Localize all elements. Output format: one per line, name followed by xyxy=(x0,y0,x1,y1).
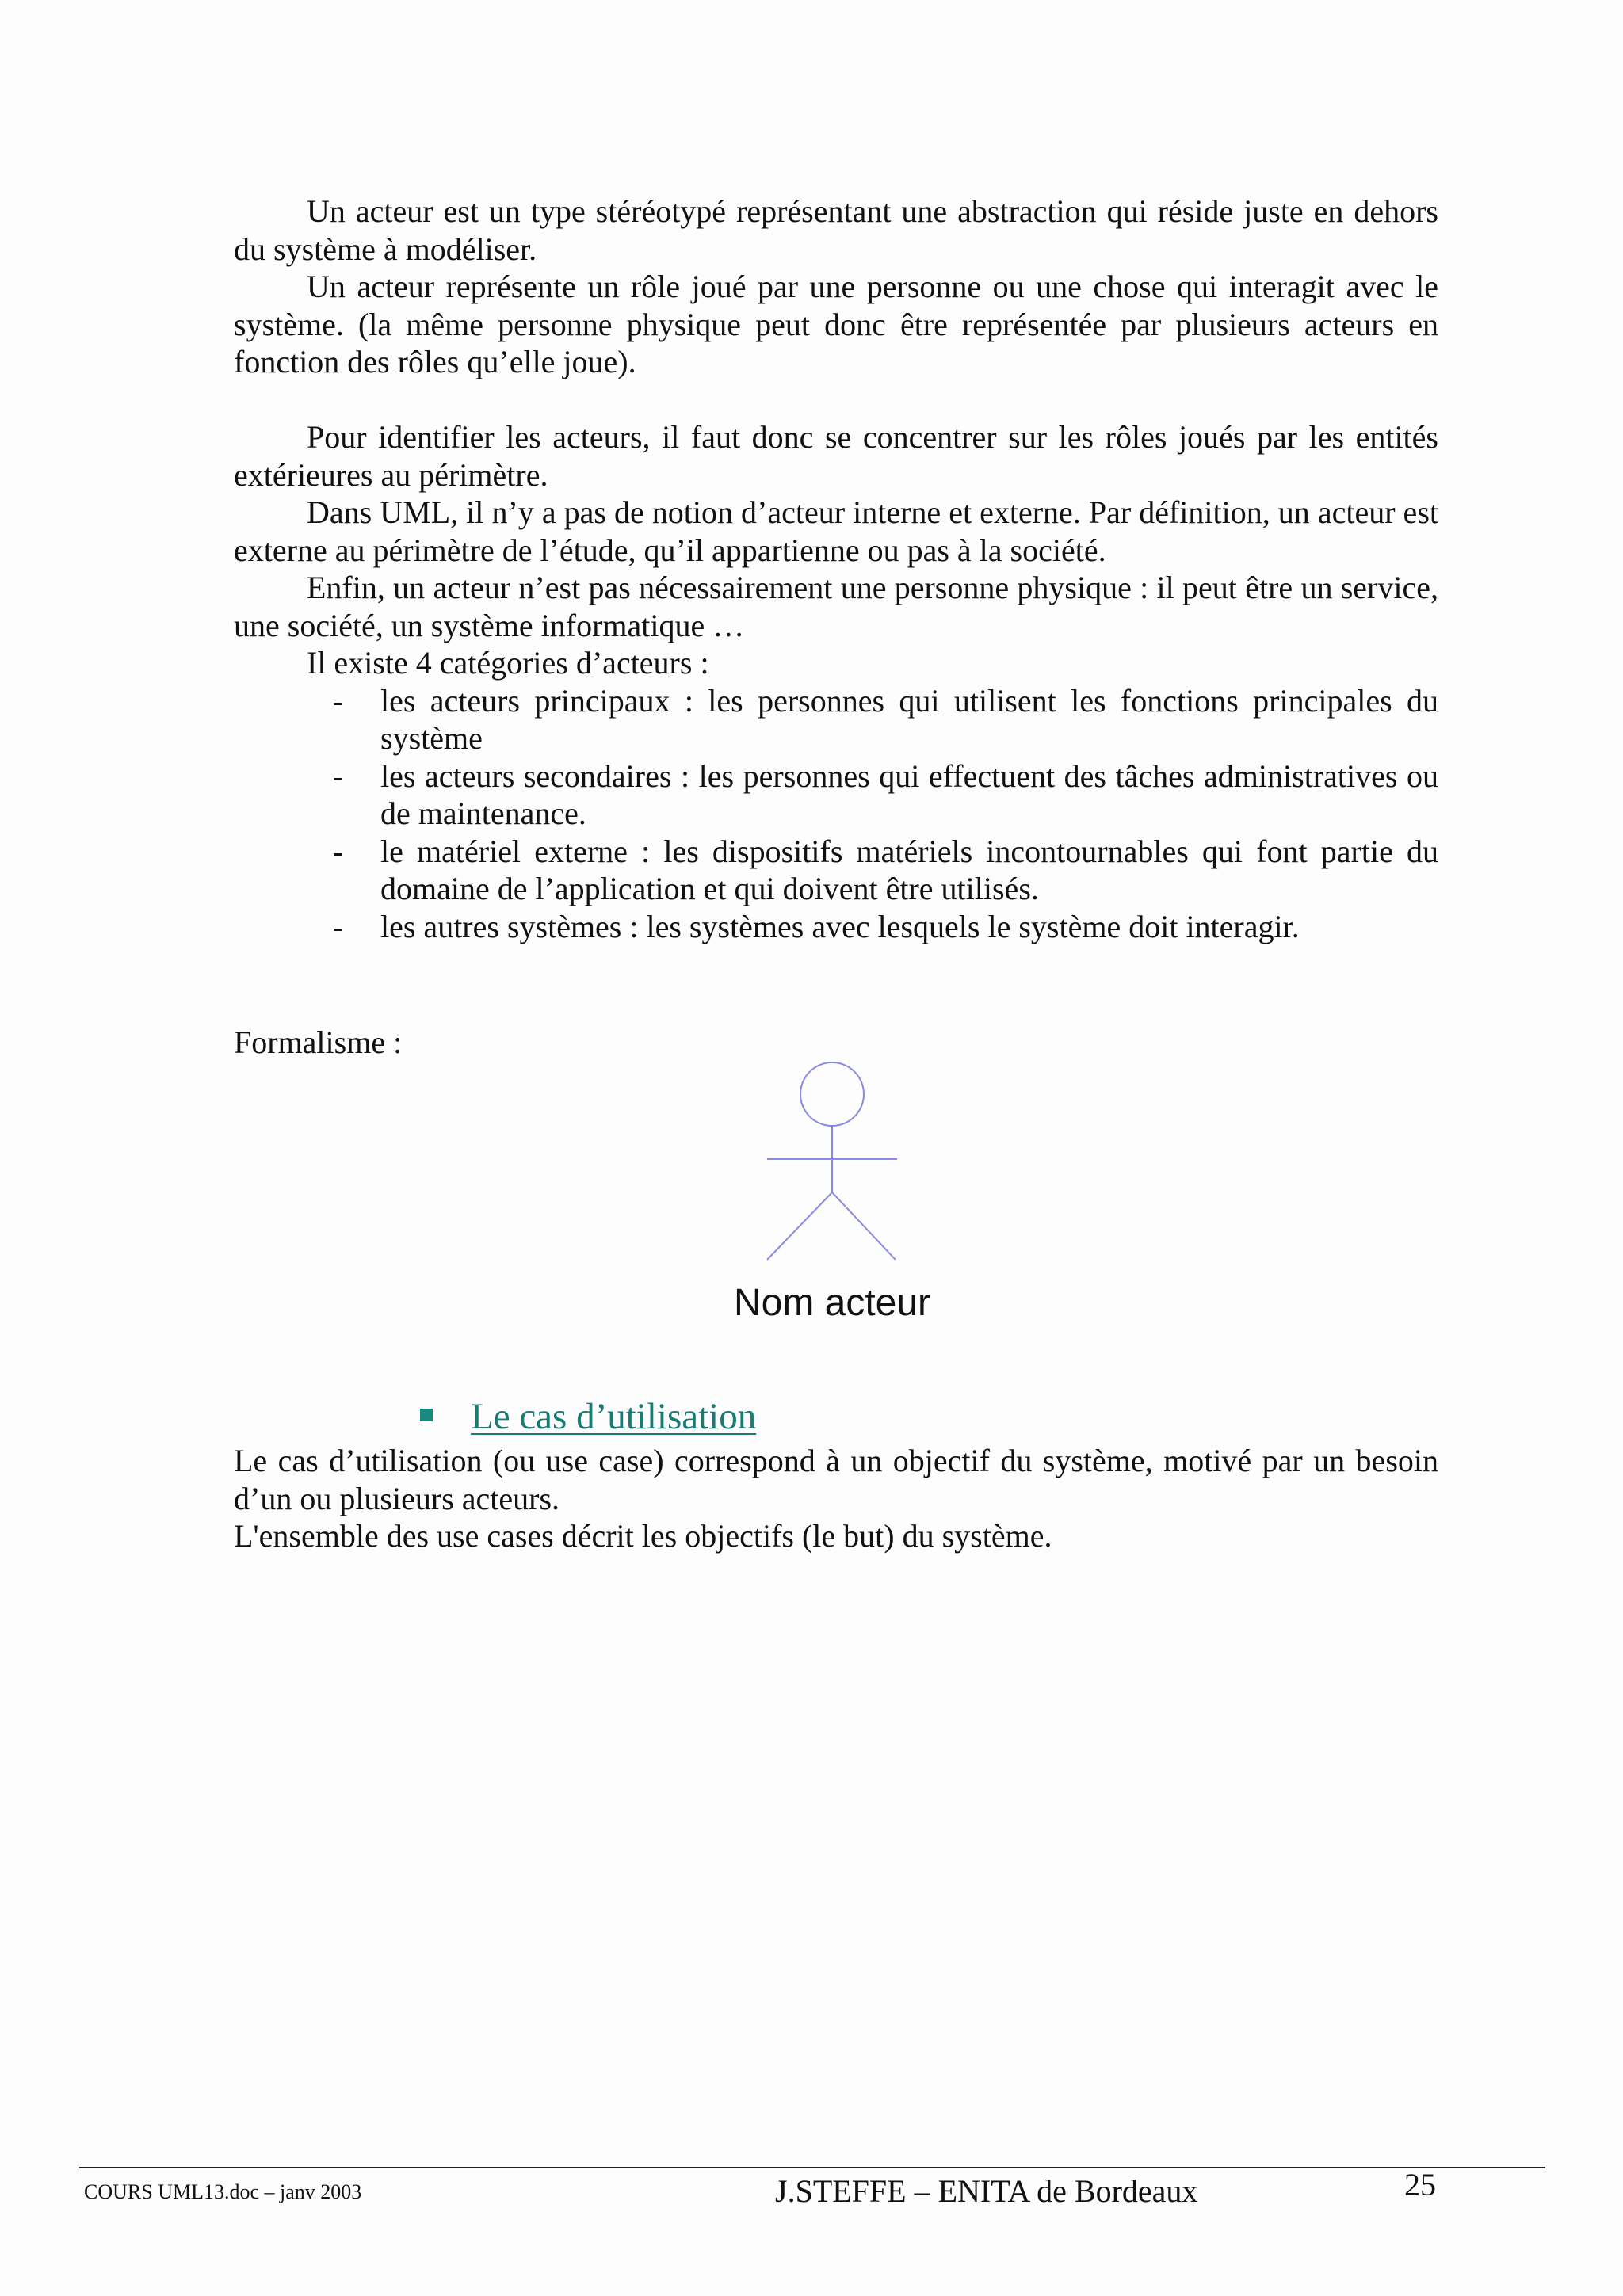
list-dash: - xyxy=(333,833,344,869)
actor-stick-figure-icon xyxy=(761,1058,903,1264)
list-dash: - xyxy=(333,757,344,794)
page-number: 25 xyxy=(1404,2167,1436,2203)
list-item: - les acteurs principaux : les personnes qui utilisent les fonctions principales du système xyxy=(333,682,1438,756)
section-heading-use-case: Le cas d’utilisation xyxy=(471,1396,757,1437)
formalisme-label: Formalisme : xyxy=(234,1024,403,1060)
list-item: - le matériel externe : les dispositifs matériels incontournables qui font partie du domaine de l’application et qui doivent être utilisés. xyxy=(333,833,1438,906)
body-text-top xyxy=(234,193,1438,945)
list-item: - les acteurs secondaires : les personnes qui effectuent des tâches administratives ou de maintenance. xyxy=(333,757,1438,831)
paragraph-categories-intro: Il existe 4 catégories d’acteurs : xyxy=(307,645,709,681)
footer-divider xyxy=(79,2167,1545,2168)
list-dash: - xyxy=(333,908,344,944)
blank-line xyxy=(234,381,1438,419)
paragraph-actor-not-person: Enfin, un acteur n’est pas nécessairement une personne physique : il peut être un service, une société, un système informatique … xyxy=(234,570,1438,643)
body-text-use-case xyxy=(234,1442,1438,1555)
actor-right-leg xyxy=(832,1192,896,1260)
footer-author: J.STEFFE – ENITA de Bordeaux xyxy=(775,2173,1198,2209)
actor-categories-list xyxy=(234,682,1438,946)
paragraph-uml-actors: Dans UML, il n’y a pas de notion d’acteur interne et externe. Par définition, un acteur est externe au périmètre de l’étude, qu’il appartienne ou pas à la société. xyxy=(234,494,1438,568)
square-bullet-icon xyxy=(420,1409,433,1421)
actor-left-leg xyxy=(767,1192,832,1260)
footer-document-info: COURS UML13.doc – janv 2003 xyxy=(84,2180,362,2203)
paragraph-use-case-definition: Le cas d’utilisation (ou use case) correspond à un objectif du système, motivé par un besoin d’un ou plusieurs acteurs. xyxy=(234,1443,1438,1516)
paragraph-actor-role: Un acteur représente un rôle joué par une personne ou une chose qui interagit avec le système. (la même personne physique peut donc être représentée par plusieurs acteurs en fonction des rôles qu’elle joue). xyxy=(234,269,1438,379)
list-item: - les autres systèmes : les systèmes avec lesquels le système doit interagir. xyxy=(333,908,1300,944)
section-heading-row xyxy=(420,1394,756,1439)
paragraph-use-case-set: L'ensemble des use cases décrit les objectifs (le but) du système. xyxy=(234,1518,1052,1554)
actor-name-label: Nom acteur xyxy=(733,1282,931,1324)
list-dash: - xyxy=(333,682,344,719)
paragraph-actor-definition: Un acteur est un type stéréotypé représentant une abstraction qui réside juste en dehors du système à modéliser. xyxy=(234,193,1438,267)
paragraph-identify-actors: Pour identifier les acteurs, il faut donc se concentrer sur les rôles joués par les entités extérieures au périmètre. xyxy=(234,419,1438,493)
actor-head xyxy=(800,1062,864,1126)
